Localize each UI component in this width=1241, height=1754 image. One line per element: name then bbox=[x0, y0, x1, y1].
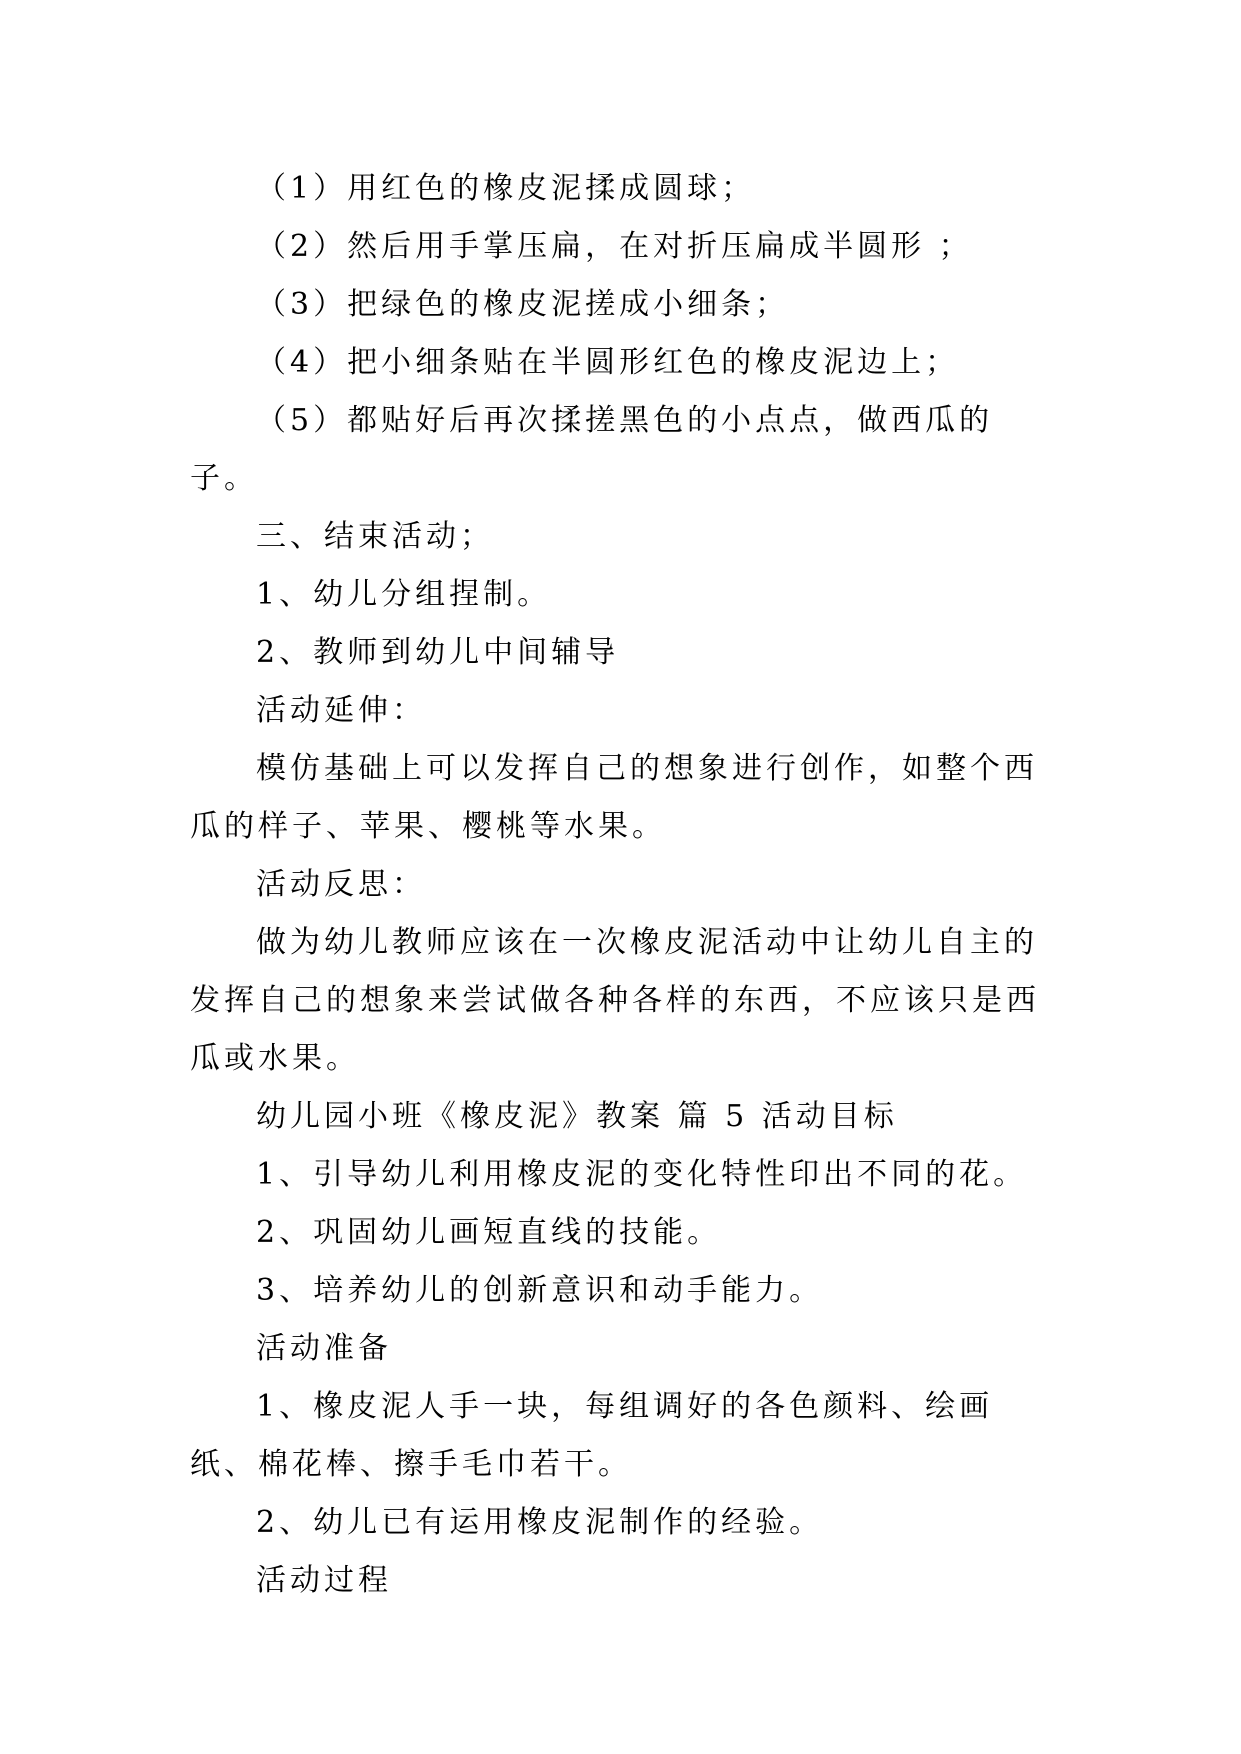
lesson-5-title-line: 幼儿园小班《橡皮泥》教案 篇 5 活动目标 bbox=[256, 1099, 898, 1134]
end-item-2-paragraph: 2、教师到幼儿中间辅导 bbox=[256, 635, 620, 670]
step-1-paragraph: （1）用红色的橡皮泥揉成圆球； bbox=[256, 171, 756, 206]
activity-extension-heading: 活动延伸： bbox=[256, 693, 426, 728]
step-5-paragraph: （5）都贴好后再次揉搓黑色的小点点，做西瓜的子。 bbox=[190, 403, 994, 496]
preparation-1-paragraph: 1、橡皮泥人手一块，每组调好的各色颜料、绘画纸、棉花棒、擦手毛巾若干。 bbox=[190, 1389, 994, 1482]
activity-process-heading: 活动过程 bbox=[256, 1563, 392, 1598]
activity-reflection-heading: 活动反思： bbox=[256, 867, 426, 902]
section-end-activity-heading: 三、结束活动； bbox=[256, 519, 494, 554]
activity-extension-paragraph: 模仿基础上可以发挥自己的想象进行创作，如整个西瓜的样子、苹果、樱桃等水果。 bbox=[190, 751, 1038, 844]
goal-3-paragraph: 3、培养幼儿的创新意识和动手能力。 bbox=[256, 1273, 824, 1308]
end-item-1-paragraph: 1、幼儿分组捏制。 bbox=[256, 577, 552, 612]
step-2-paragraph: （2）然后用手掌压扁，在对折压扁成半圆形 ； bbox=[256, 229, 973, 264]
step-3-paragraph: （3）把绿色的橡皮泥搓成小细条； bbox=[256, 287, 790, 322]
goal-1-paragraph: 1、引导幼儿利用橡皮泥的变化特性印出不同的花。 bbox=[256, 1157, 1028, 1192]
preparation-2-paragraph: 2、幼儿已有运用橡皮泥制作的经验。 bbox=[256, 1505, 824, 1540]
activity-preparation-heading: 活动准备 bbox=[256, 1331, 392, 1366]
document-body bbox=[190, 160, 1055, 1610]
goal-2-paragraph: 2、巩固幼儿画短直线的技能。 bbox=[256, 1215, 722, 1250]
step-4-paragraph: （4）把小细条贴在半圆形红色的橡皮泥边上； bbox=[256, 345, 960, 380]
activity-reflection-paragraph: 做为幼儿教师应该在一次橡皮泥活动中让幼儿自主的发挥自己的想象来尝试做各种各样的东西，不应该只是西瓜或水果。 bbox=[190, 925, 1040, 1076]
